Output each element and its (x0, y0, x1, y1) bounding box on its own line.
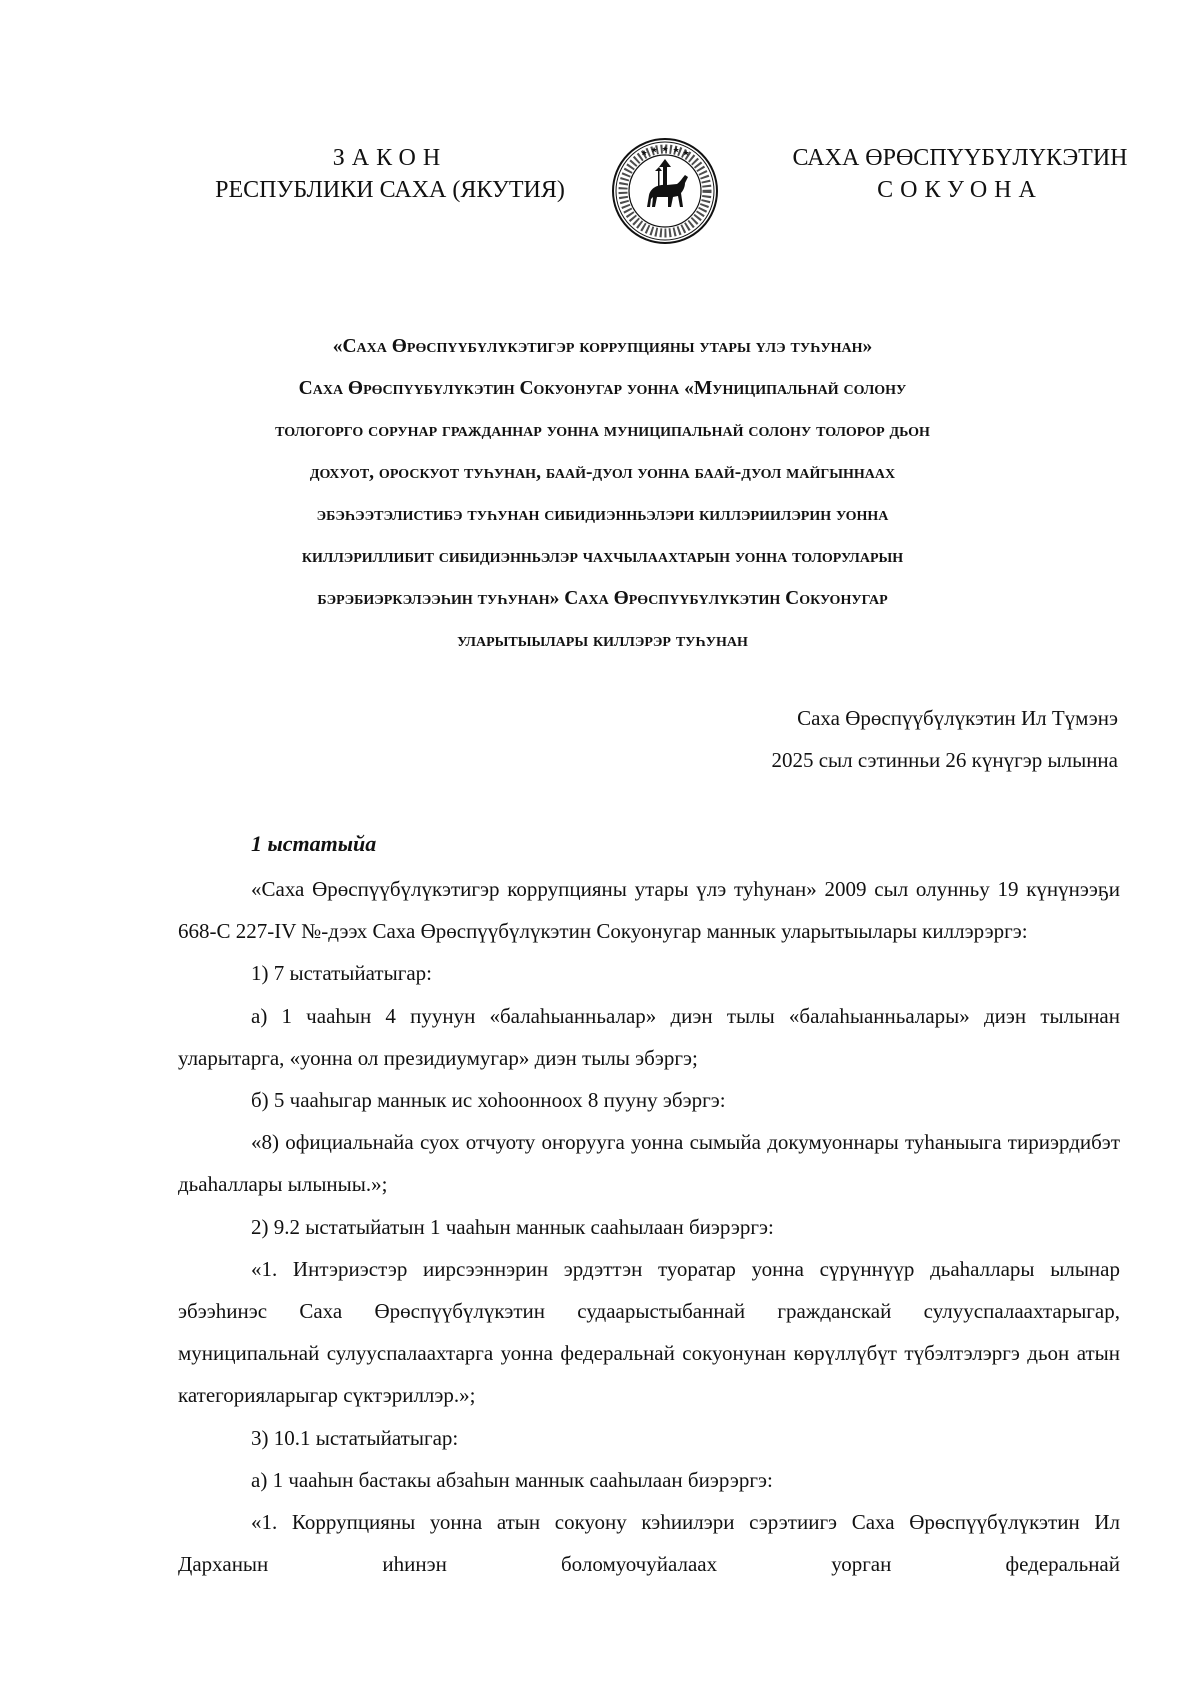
paragraph: 1) 7 ыстатыйатыгар: (251, 961, 432, 986)
paragraph: «Саха Өрөспүүбүлүкэтигэр коррупцияны утары үлэ туһунан» 2009 сыл олунньу 19 күнүнээҕи 668-С 227-IV №-дээх Саха Өрөспүүбүлүкэтин Сокуонугар маннык уларытыылары киллэрэргэ: (178, 877, 1120, 944)
title-line: бэрэбиэркэлээһин туһунан» Саха Өрөспүүбүлүкэтин Сокуонугар (317, 588, 888, 609)
header-right-line2: СОКУОНА (877, 177, 1043, 203)
adopting-body: Саха Өрөспүүбүлүкэтин Ил Түмэнэ (797, 706, 1118, 730)
paragraph: «1. Коррупцияны уонна атын сокуону кэһиилэри сэрэтиигэ Саха Өрөспүүбүлүкэтин Ил Дарханын иһинэн боломуочуйалаах уорган федеральнай (178, 1510, 1120, 1577)
paragraph: 2) 9.2 ыстатыйатын 1 чааһын маннык сааһылаан биэрэргэ: (251, 1214, 774, 1239)
header-left-line2: РЕСПУБЛИКИ САХА (ЯКУТИЯ) (215, 177, 565, 203)
title-line: уларытыылары киллэрэр туһунан (457, 630, 748, 651)
coat-of-arms-seal-icon (611, 137, 719, 245)
title-line: «Саха Өрөспүүбүлүкэтигэр коррупцияны утары үлэ туһунан» (332, 336, 873, 357)
title-line: дохуот, ороскуот туһунан, баай-дуол уонна баай-дуол майгыннаах (309, 462, 896, 483)
title-line: тологорго сорунар гражданнар уонна муниципальнай солону толорор дьон (275, 420, 930, 441)
paragraph: а) 1 чааһын 4 пуунун «балаһыанньалар» диэн тылы «балаһыанньалары» диэн тылынан уларытарга, «уонна ол президиумугар» диэн тылы эбэргэ; (178, 1003, 1120, 1070)
title-line: Саха Өрөспүүбүлүкэтин Сокуонугар уонна «Муниципальнай солону (298, 378, 907, 399)
paragraph: б) 5 чааһыгар маннык ис хоһоонноох 8 пууну эбэргэ: (251, 1088, 726, 1113)
header-right (760, 142, 1160, 206)
paragraph: а) 1 чааһын бастакы абзаһын маннык сааһылаан биэрэргэ: (251, 1467, 773, 1492)
header-left-line1: ЗАКОН (332, 145, 448, 171)
paragraph: 3) 10.1 ыстатыйатыгар: (251, 1425, 459, 1450)
adoption-block (771, 697, 1118, 781)
law-title (150, 326, 1055, 662)
title-line: эбэһээтэлистибэ туһунан сибидиэнньэлэри киллэриилэрин уонна (316, 504, 889, 525)
article-heading: 1 ыстатыйа (251, 831, 377, 856)
header-left (180, 142, 600, 206)
adoption-date: 2025 сыл сэтинньи 26 күнүгэр ылынна (771, 748, 1118, 772)
article-body (178, 868, 1120, 1585)
paragraph: «8) официальнайа суох отчуоту оҥорууга уонна сымыйа докумуоннары туһаныыга тириэрдибэт дьаһаллары ылыныы.»; (178, 1130, 1120, 1197)
paragraph: «1. Интэриэстэр иирсээннэрин эрдэттэн туоратар уонна сүрүннүүр дьаһаллары ылынар эбээһинэс Саха Өрөспүүбүлүкэтин судаарыстыбаннай гражданскай сулууспалаахтарыгар, муниципальнай сулууспалаахтарга уонна федеральнай сокуонунан көрүллүбүт түбэлтэлэргэ дьон атын категорияларыгар сүктэриллэр.»; (178, 1256, 1120, 1408)
title-line: киллэриллибит сибидиэнньэлэр чахчылаахтарын уонна толоруларын (301, 546, 904, 567)
header-right-line1: САХА ӨРӨСПҮҮБҮЛҮКЭТИН (792, 145, 1128, 171)
